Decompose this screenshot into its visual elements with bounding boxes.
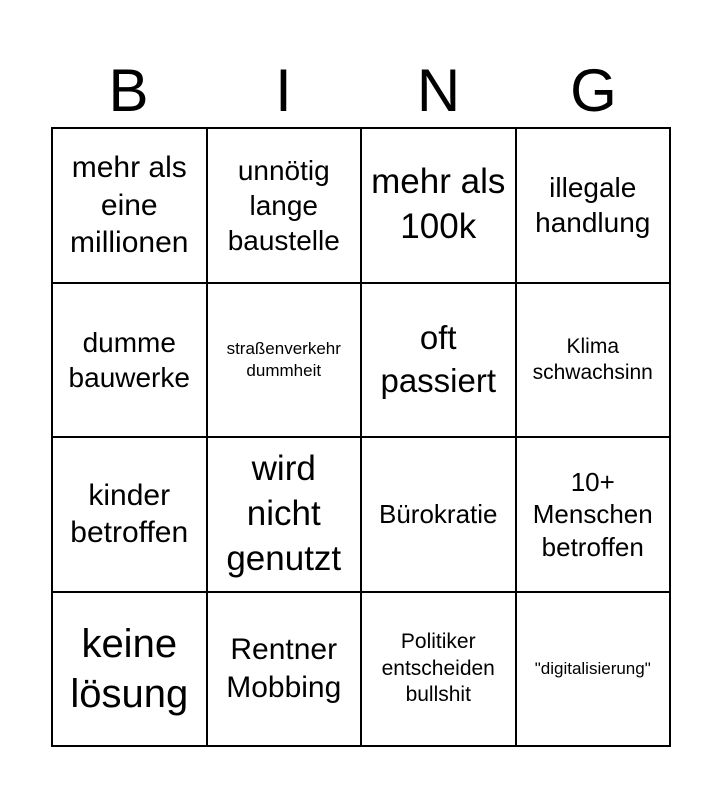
header-letter-b: B (108, 57, 149, 124)
bingo-cell-text: dumme bauwerke (68, 326, 190, 393)
bingo-cell[interactable] (516, 592, 671, 747)
bingo-cell[interactable] (361, 592, 516, 747)
bingo-cell-text: Politiker entscheiden bullshit (381, 630, 495, 706)
bingo-cell[interactable] (361, 128, 516, 283)
bingo-cell-text: mehr als 100k (371, 162, 506, 247)
bingo-cell[interactable] (516, 283, 671, 438)
bingo-cell-text: mehr als eine millionen (70, 151, 189, 259)
bingo-cell-text: kinder betroffen (70, 478, 189, 550)
bingo-cell-text: unnötig lange baustelle (227, 154, 340, 256)
bingo-cell[interactable] (52, 437, 207, 592)
bingo-cell[interactable] (207, 592, 362, 747)
bingo-cell-text: keine lösung (70, 621, 189, 716)
bingo-cell[interactable] (516, 437, 671, 592)
bingo-cell[interactable] (361, 283, 516, 438)
bingo-cell-text: Bürokratie (379, 499, 498, 529)
header-letter-g: G (570, 57, 617, 124)
bingo-cell[interactable] (52, 128, 207, 283)
bingo-cell[interactable] (207, 437, 362, 592)
bingo-cell[interactable] (207, 283, 362, 438)
bingo-cell-text: 10+ Menschen betroffen (532, 466, 653, 562)
header-letter-n: N (416, 57, 461, 124)
bingo-cell-text: Rentner Mobbing (226, 633, 342, 704)
header-letter-i: I (275, 57, 292, 124)
bingo-cell[interactable] (516, 128, 671, 283)
bingo-cell-text: wird nicht genutzt (226, 449, 342, 578)
bingo-grid (51, 127, 671, 747)
bingo-cell[interactable] (207, 128, 362, 283)
bingo-cell[interactable] (52, 592, 207, 747)
bingo-cell-text: straßenverkehr dummheit (226, 338, 341, 380)
bingo-cell-text: illegale handlung (535, 172, 651, 239)
bingo-cell-text: oft passiert (380, 318, 497, 399)
bingo-cell-text: "digitalisierung" (534, 658, 651, 678)
bingo-cell-text: Klima schwachsinn (532, 334, 653, 384)
bingo-header (51, 55, 671, 127)
bingo-cell[interactable] (361, 437, 516, 592)
bingo-cell[interactable] (52, 283, 207, 438)
